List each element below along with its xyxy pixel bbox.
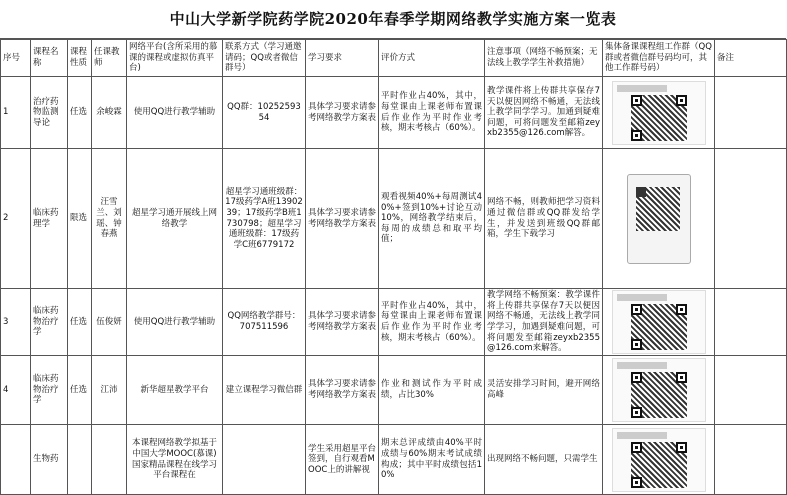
cell-course: 临床药物治疗学 bbox=[31, 356, 68, 425]
qr-code-cell bbox=[603, 356, 715, 425]
cell-requirement: 具体学习要求请参考网络教学方案表 bbox=[306, 289, 379, 356]
qr-code-icon bbox=[612, 81, 706, 145]
cell-contact: 超星学习通班级群：17级药学A班1390239；17级药学B班1730798；超星学习通班级群：17级药学C班6779172 bbox=[223, 149, 306, 289]
cell-no: 1 bbox=[1, 77, 31, 149]
header-no: 序号 bbox=[1, 40, 31, 77]
cell-contact: 建立课程学习微信群 bbox=[223, 356, 306, 425]
cell-teacher: 伍俊妍 bbox=[92, 289, 127, 356]
cell-notes: 出现网络不畅问题，只需学生 bbox=[485, 425, 603, 495]
cell-teacher: 汪雪兰、刘瑶、钟春燕 bbox=[92, 149, 127, 289]
cell-nature: 任选 bbox=[68, 77, 92, 149]
header-notes: 注意事项（网络不畅预案；无法线上教学学生补救措施） bbox=[485, 40, 603, 77]
cell-remark bbox=[715, 289, 787, 356]
qr-code-cell bbox=[603, 77, 715, 149]
cell-course: 临床药理学 bbox=[31, 149, 68, 289]
cell-platform: 使用QQ进行教学辅助 bbox=[127, 77, 223, 149]
table-row bbox=[1, 77, 787, 149]
cell-no bbox=[1, 425, 31, 495]
qr-code-cell bbox=[603, 149, 715, 289]
cell-requirement: 学生采用超星平台签到，自行观看MOOC上的讲解视 bbox=[306, 425, 379, 495]
cell-platform: 本课程网络教学拟基于中国大学MOOC(慕课)国家精品课程在线学习平台课程在 bbox=[127, 425, 223, 495]
cell-assessment: 平时作业占40%，其中，每堂课由上课老师布置课后作业作为平时作业考核，期末考核占（60%）。 bbox=[379, 289, 485, 356]
header-nature: 课程性质 bbox=[68, 40, 92, 77]
cell-nature: 任选 bbox=[68, 356, 92, 425]
cell-no: 3 bbox=[1, 289, 31, 356]
cell-nature bbox=[68, 425, 92, 495]
header-requirement: 学习要求 bbox=[306, 40, 379, 77]
header-teacher: 任课教师 bbox=[92, 40, 127, 77]
cell-platform: 新华超星教学平台 bbox=[127, 356, 223, 425]
plan-table bbox=[0, 39, 787, 495]
cell-contact: QQ网络教学群号：707511596 bbox=[223, 289, 306, 356]
cell-platform: 超星学习通开展线上网络教学 bbox=[127, 149, 223, 289]
qr-code-icon bbox=[612, 358, 706, 422]
qr-code-cell bbox=[603, 425, 715, 495]
cell-no: 4 bbox=[1, 356, 31, 425]
cell-requirement: 具体学习要求请参考网络教学方案表 bbox=[306, 149, 379, 289]
qr-screenshot-icon bbox=[627, 174, 691, 264]
cell-remark bbox=[715, 77, 787, 149]
qr-code-icon bbox=[612, 428, 706, 492]
cell-no: 2 bbox=[1, 149, 31, 289]
cell-course: 生物药 bbox=[31, 425, 68, 495]
header-assessment: 评价方式 bbox=[379, 40, 485, 77]
table-row bbox=[1, 356, 787, 425]
table-row bbox=[1, 425, 787, 495]
cell-assessment: 作业和测试作为平时成绩，占比30% bbox=[379, 356, 485, 425]
cell-notes: 教学课件将上传群共享保存7天以便因网络不畅通，无法线上教学同学学习。加通到疑难问题，可将问题发至邮箱zeyxb2355@126.com解答。 bbox=[485, 77, 603, 149]
table-row bbox=[1, 289, 787, 356]
cell-requirement: 具体学习要求请参考网络教学方案表 bbox=[306, 356, 379, 425]
cell-platform: 使用QQ进行教学辅助 bbox=[127, 289, 223, 356]
cell-nature: 限选 bbox=[68, 149, 92, 289]
cell-teacher: 江沛 bbox=[92, 356, 127, 425]
header-course: 课程名称 bbox=[31, 40, 68, 77]
cell-remark bbox=[715, 149, 787, 289]
header-row bbox=[1, 40, 787, 77]
table-row bbox=[1, 149, 787, 289]
cell-teacher: 余峻霖 bbox=[92, 77, 127, 149]
cell-assessment: 期末总评成绩由40%平时成绩与60%期末考试成绩构成；其中平时成绩包括10% bbox=[379, 425, 485, 495]
cell-course: 临床药物治疗学 bbox=[31, 289, 68, 356]
sheet-title: 中山大学新学院药学院2020年春季学期网络教学实施方案一览表 bbox=[0, 0, 786, 39]
cell-requirement: 具体学习要求请参考网络教学方案表 bbox=[306, 77, 379, 149]
header-remark: 备注 bbox=[715, 40, 787, 77]
cell-nature: 任选 bbox=[68, 289, 92, 356]
qr-code-icon bbox=[612, 290, 706, 354]
cell-remark bbox=[715, 356, 787, 425]
cell-notes: 网络不畅，则教师把学习资料通过微信群或QQ群发给学生，并发送到班级QQ群邮箱，学生下载学习 bbox=[485, 149, 603, 289]
cell-teacher bbox=[92, 425, 127, 495]
cell-assessment: 观看视频40%+每周测试40%+签到10%+讨论互动10%，网络教学结束后，每周的成绩总和取平均值； bbox=[379, 149, 485, 289]
cell-remark bbox=[715, 425, 787, 495]
qr-code-cell bbox=[603, 289, 715, 356]
header-contact: 联系方式（学习通邀请码；QQ或者微信群号） bbox=[223, 40, 306, 77]
cell-notes: 灵活安排学习时间，避开网络高峰 bbox=[485, 356, 603, 425]
header-group: 集体备课课程组工作群（QQ群或者微信群号码均可，其他工作群号码） bbox=[603, 40, 715, 77]
header-platform: 网络平台(含所采用的慕课的课程或虚拟仿真平台) bbox=[127, 40, 223, 77]
cell-assessment: 平时作业占40%，其中，每堂课由上课老师布置课后作业作为平时作业考核，期末考核占（60%）。 bbox=[379, 77, 485, 149]
cell-contact: QQ群：1025259354 bbox=[223, 77, 306, 149]
cell-course: 治疗药物监测导论 bbox=[31, 77, 68, 149]
cell-contact bbox=[223, 425, 306, 495]
cell-notes: 教学网络不畅预案：教学课件将上传群共享保存7天以便因网络不畅通，无法线上教学同学学习，加遇到疑难问题，可将问题发至邮箱zeyxb2355@126.com来解答。 bbox=[485, 289, 603, 356]
